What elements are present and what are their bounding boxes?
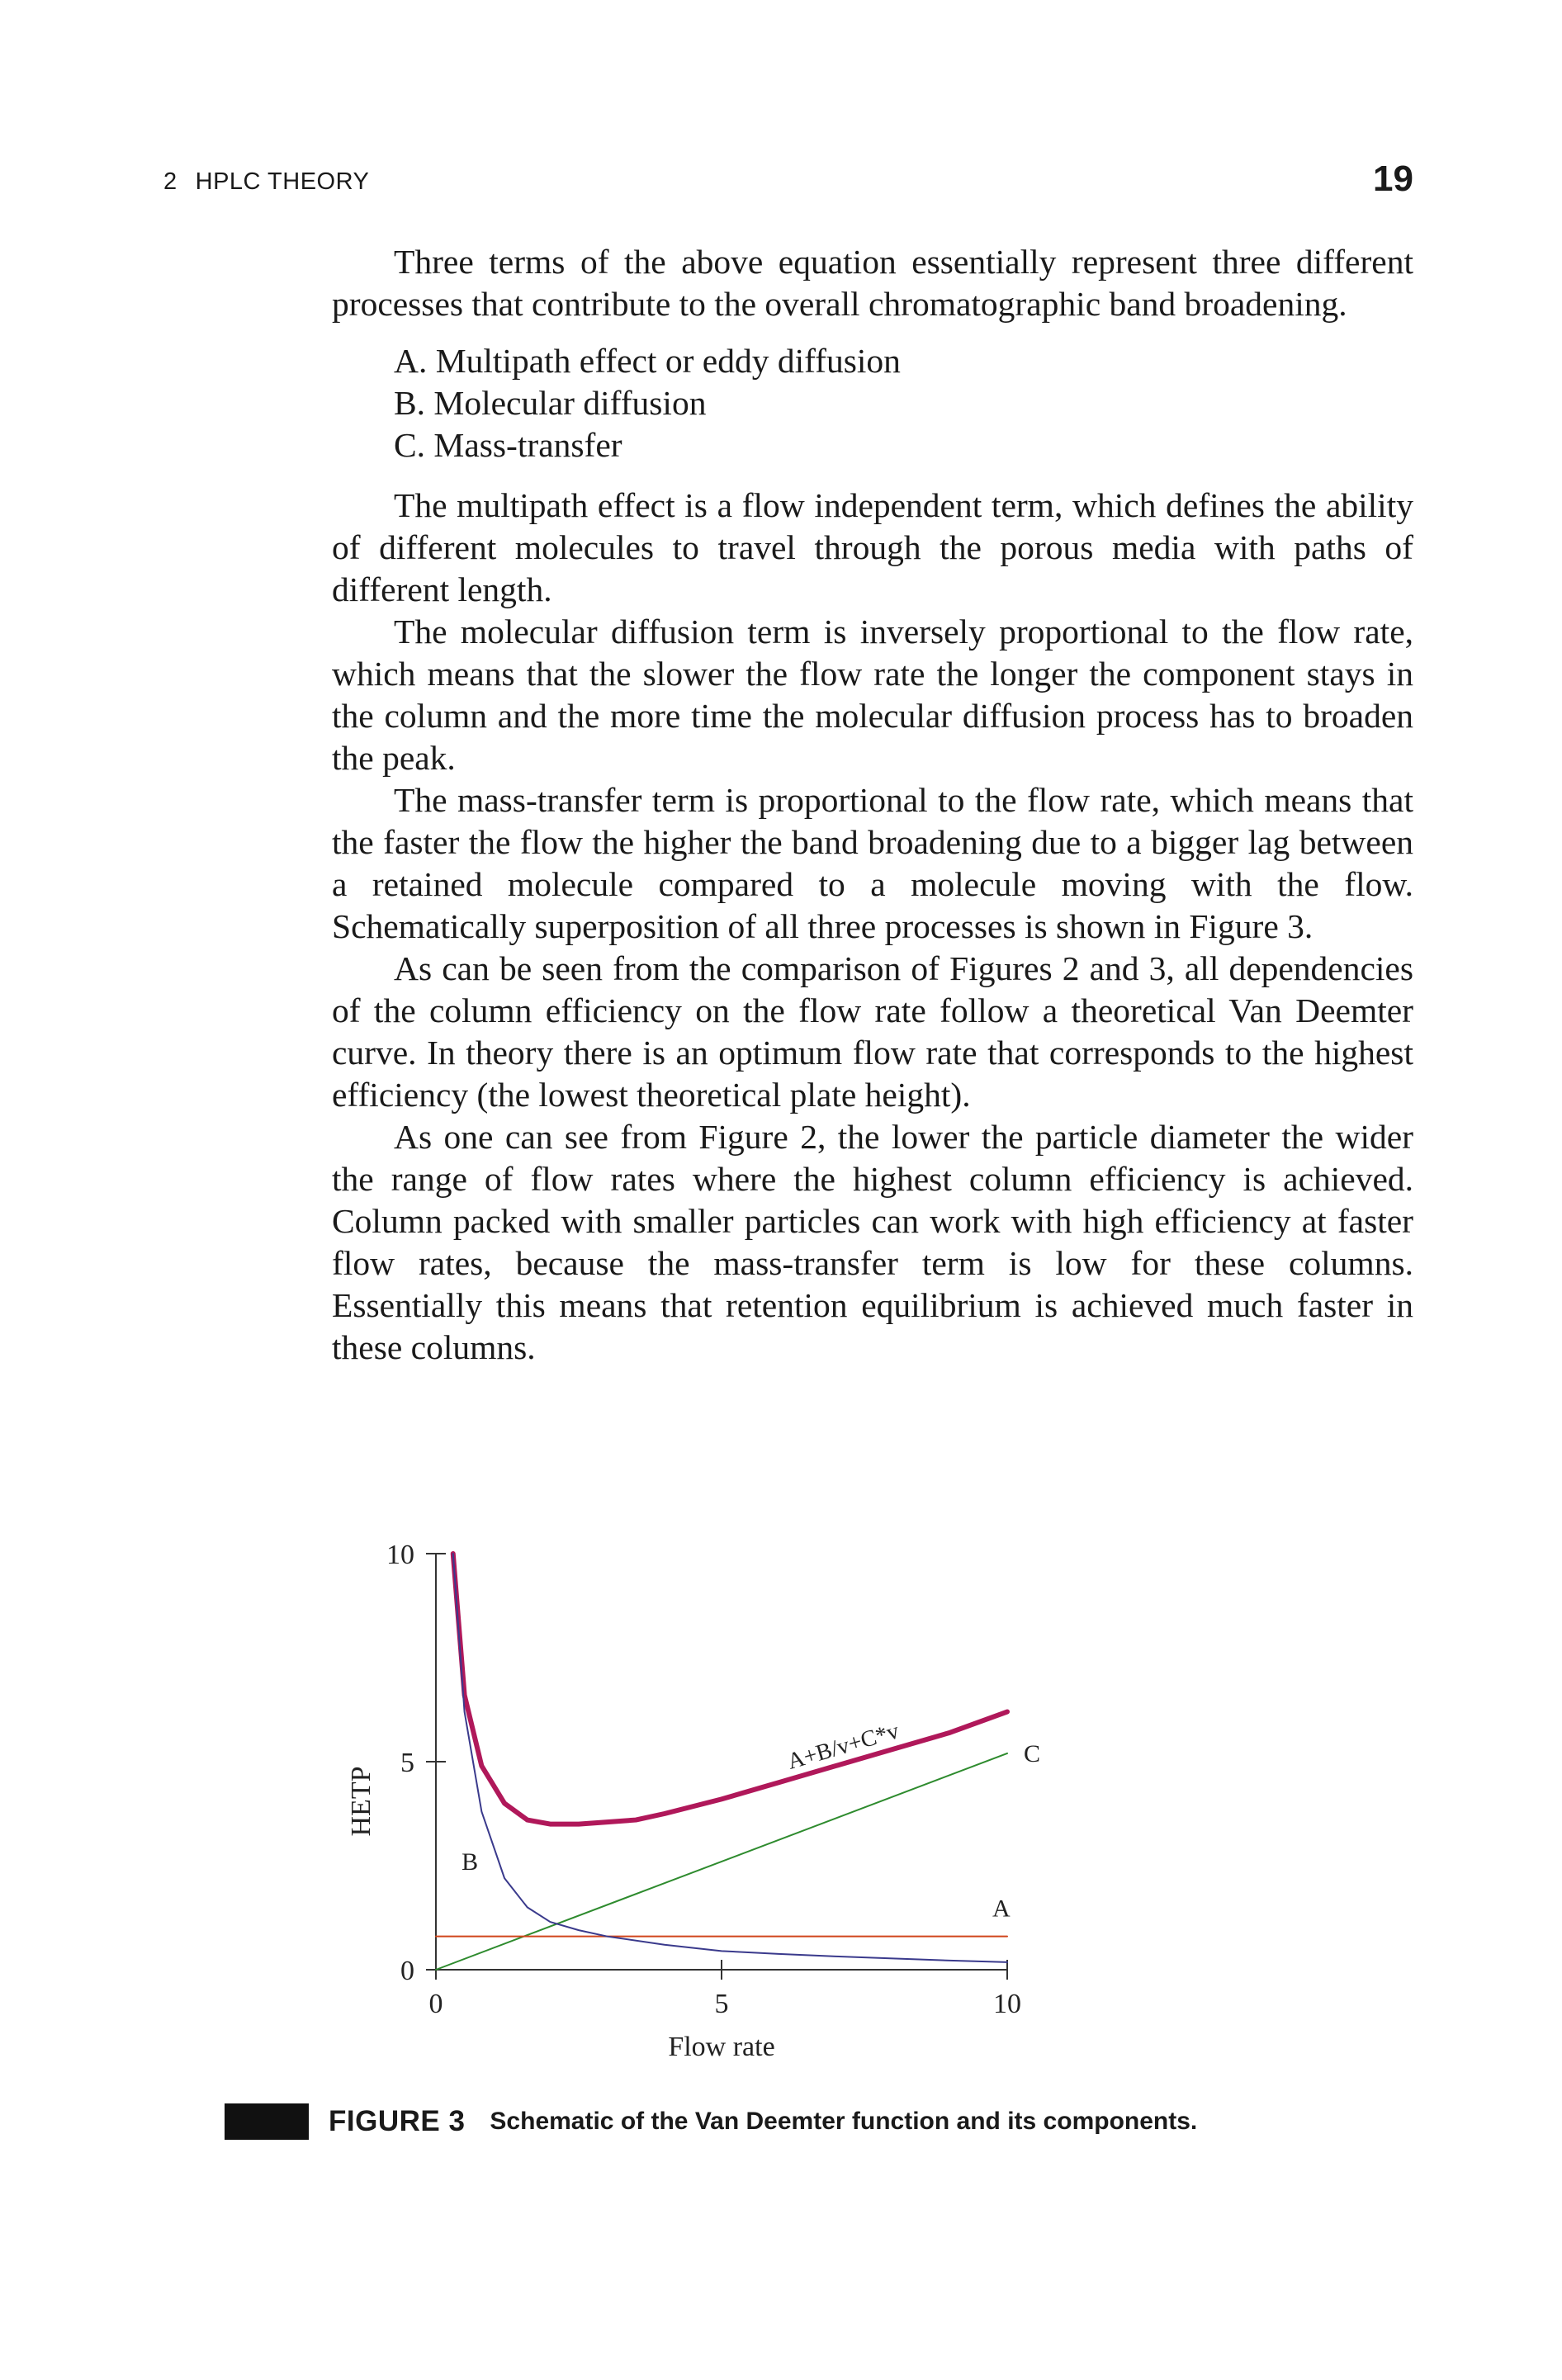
paragraph-1: Three terms of the above equation essentially represent three different processes that contribute to the overall chromatographic band broadening. bbox=[332, 243, 1413, 323]
x-tick-label: 10 bbox=[993, 1989, 1021, 2019]
a-line-label: A bbox=[992, 1895, 1011, 1923]
process-list bbox=[394, 340, 1413, 466]
caption-marker bbox=[225, 2103, 309, 2140]
caption-text: Schematic of the Van Deemter function and its components. bbox=[490, 2108, 1198, 2135]
chapter-number: 2 bbox=[163, 168, 178, 195]
b-curve-label: B bbox=[462, 1848, 479, 1876]
y-axis-label: HETP bbox=[346, 1766, 376, 1837]
list-item: A. Multipath effect or eddy diffusion bbox=[394, 342, 901, 380]
figure-caption bbox=[225, 2103, 1197, 2140]
paragraph-6: As one can see from Figure 2, the lower the particle diameter the wider the range of flow rates where the highest column efficiency is achieved. Column packed with smaller particles can work with high efficiency at faster flow rates, because the mass-transfer term is low for these columns. Essentially this means that retention equilibrium is achieved much faster in these columns. bbox=[332, 1118, 1413, 1366]
chart-labels bbox=[346, 1540, 1040, 2062]
c-curve-label: C bbox=[1024, 1739, 1041, 1767]
y-tick-label: 5 bbox=[400, 1748, 414, 1778]
list-item: B. Molecular diffusion bbox=[394, 384, 707, 422]
y-tick-label: 10 bbox=[386, 1540, 414, 1570]
paragraph-3: The molecular diffusion term is inversely proportional to the flow rate, which means that the slower the flow rate the longer the component stays in the column and the more time the molecular diffusion process has to broaden the peak. bbox=[332, 613, 1413, 777]
series-line-total bbox=[453, 1554, 1007, 1824]
series-line-b bbox=[453, 1554, 1007, 1962]
series-line-c bbox=[436, 1753, 1007, 1970]
paragraph-5: As can be seen from the comparison of Figures 2 and 3, all dependencies of the column efficiency on the flow rate follow a theoretical Van Deemter curve. In theory there is an optimum flow rate that corresponds to the highest efficiency (the lowest theoretical plate height). bbox=[332, 949, 1413, 1114]
x-tick-label: 0 bbox=[428, 1989, 443, 2019]
van-deemter-chart bbox=[314, 1519, 1057, 2080]
y-tick-label: 0 bbox=[400, 1956, 414, 1986]
x-axis-label: Flow rate bbox=[668, 2032, 775, 2062]
page-number: 19 bbox=[1373, 159, 1413, 199]
list-item: C. Mass-transfer bbox=[394, 426, 622, 464]
running-header bbox=[163, 168, 369, 196]
total-curve-label: A+B/v+C*v bbox=[784, 1718, 902, 1775]
caption-label: FIGURE 3 bbox=[329, 2105, 466, 2137]
axes bbox=[426, 1554, 1007, 1980]
chapter-title: HPLC THEORY bbox=[195, 168, 370, 195]
paragraph-2: The multipath effect is a flow independent term, which defines the ability of different molecules to travel through the porous media with paths of different length. bbox=[332, 486, 1413, 608]
body-text bbox=[332, 241, 1413, 1369]
paragraph-4: The mass-transfer term is proportional to the flow rate, which means that the faster the flow the higher the band broadening due to a bigger lag between a retained molecule compared to a molecule moving with the flow. Schematically superposition of all three processes is shown in Figure 3. bbox=[332, 781, 1413, 945]
x-tick-label: 5 bbox=[714, 1989, 729, 2019]
figure-3 bbox=[314, 1519, 1057, 2080]
series-lines bbox=[436, 1554, 1007, 1970]
